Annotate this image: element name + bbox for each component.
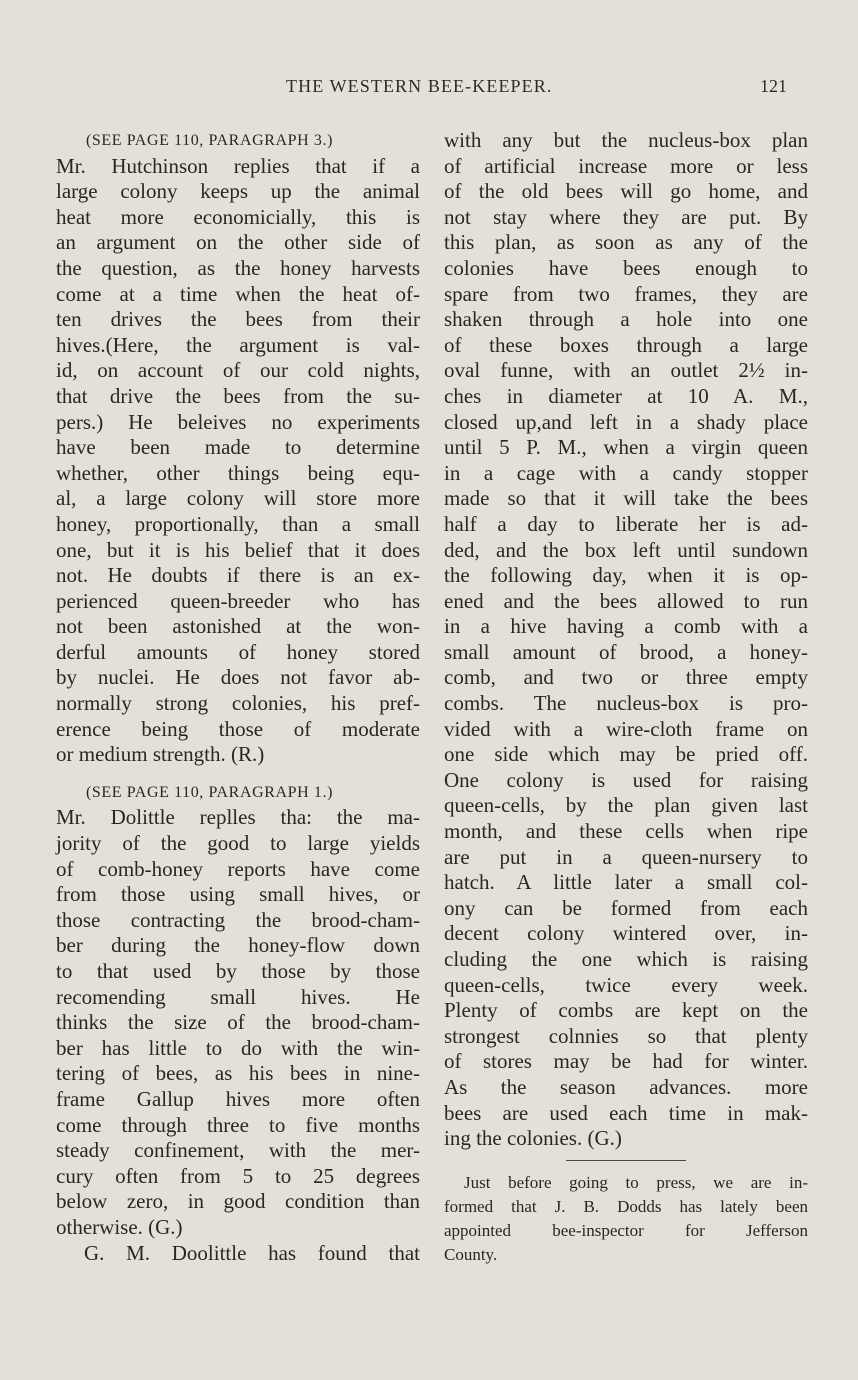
page-number: 121: [760, 76, 787, 96]
text-line: made so that it will take the bees: [444, 486, 808, 511]
text-line: in a cage with a candy stopper: [444, 460, 808, 485]
text-line: large colony keeps up the animal: [56, 179, 420, 204]
note-line: Just before going to press, we are in-: [464, 1172, 808, 1192]
left-column: [56, 128, 420, 1266]
text-line: heat more economicially, this is: [56, 204, 420, 229]
text-line: queen-cells, by the plan given last: [444, 793, 808, 818]
text-line: have been made to determine: [56, 435, 420, 460]
text-line: As the season advances. more: [444, 1074, 808, 1099]
text-line: ing the colonies. (G.): [444, 1126, 622, 1151]
text-line: ded, and the box left until sundown: [444, 537, 808, 562]
section-heading: (SEE PAGE 110, PARAGRAPH 1.): [86, 783, 334, 801]
paragraph-nucleus-box: [444, 128, 808, 1152]
text-line: by nuclei. He does not favor ab-: [56, 665, 420, 690]
text-line: oval funne, with an outlet 2½ in-: [444, 358, 808, 383]
text-line: the question, as the honey harvests: [56, 255, 420, 280]
text-line: or medium strength. (R.): [56, 742, 265, 767]
text-line: pers.) He beleives no experiments: [56, 409, 420, 434]
right-column: [444, 128, 808, 1267]
text-line: of artificial increase more or less: [444, 153, 808, 178]
note-line: formed that J. B. Dodds has lately been: [444, 1196, 808, 1216]
text-line: combs. The nucleus-box is pro-: [444, 691, 808, 716]
text-line: comb, and two or three empty: [444, 665, 808, 690]
text-line: of the old bees will go home, and: [444, 179, 808, 204]
text-line: frame Gallup hives more often: [56, 1086, 420, 1111]
text-line: cury often from 5 to 25 degrees: [56, 1163, 420, 1188]
text-line: not. He doubts if there is an ex-: [56, 563, 420, 588]
text-line: ony can be formed from each: [444, 895, 808, 920]
text-line: tering of bees, as his bees in nine-: [56, 1061, 420, 1086]
paragraph-hutchinson: [56, 128, 420, 768]
text-line: hives.(Here, the argument is val-: [56, 332, 420, 357]
running-title: THE WESTERN BEE-KEEPER.: [286, 76, 553, 96]
text-line: strongest colnnies so that plenty: [444, 1023, 808, 1048]
press-note: [444, 1171, 808, 1267]
text-line: closed up,and left in a shady place: [444, 409, 808, 434]
text-line: until 5 P. M., when a virgin queen: [444, 435, 808, 460]
text-line: not been astonished at the won-: [56, 614, 420, 639]
text-line: of comb-honey reports have come: [56, 856, 420, 881]
text-line: One colony is used for raising: [444, 767, 808, 792]
text-line: honey, proportionally, than a small: [56, 511, 420, 536]
text-line: one side which may be pried off.: [444, 742, 808, 767]
text-line: spare from two frames, they are: [444, 281, 808, 306]
text-line: bees are used each time in mak-: [444, 1100, 808, 1125]
text-line: queen-cells, twice every week.: [444, 972, 808, 997]
text-line: half a day to liberate her is ad-: [444, 511, 808, 536]
text-line: come through three to five months: [56, 1112, 420, 1137]
text-line: month, and these cells when ripe: [444, 819, 808, 844]
text-line: Plenty of combs are kept on the: [444, 998, 808, 1023]
text-line: thinks the size of the brood-cham-: [56, 1010, 420, 1035]
text-line: Mr. Hutchinson replies that if a: [56, 153, 420, 178]
text-line: below zero, in good condition than: [56, 1189, 420, 1214]
text-line: shaken through a hole into one: [444, 307, 808, 332]
text-line: al, a large colony will store more: [56, 486, 420, 511]
text-line: ber has little to do with the win-: [56, 1035, 420, 1060]
text-line: from those using small hives, or: [56, 882, 420, 907]
text-line: ten drives the bees from their: [56, 307, 420, 332]
text-line: Mr. Dolittle replles tha: the ma-: [56, 805, 420, 830]
text-line: this plan, as soon as any of the: [444, 230, 808, 255]
text-line: derful amounts of honey stored: [56, 639, 420, 664]
text-line: vided with a wire-cloth frame on: [444, 716, 808, 741]
text-line: ches in diameter at 10 A. M.,: [444, 383, 808, 408]
text-line: ber during the honey-flow down: [56, 933, 420, 958]
text-line: of these boxes through a large: [444, 332, 808, 357]
text-line: otherwise. (G.): [56, 1214, 183, 1239]
note-line: appointed bee-inspector for Jefferson: [444, 1220, 808, 1240]
text-line: id, on account of our cold nights,: [56, 358, 420, 383]
text-line: ened and the bees allowed to run: [444, 588, 808, 613]
text-line: jority of the good to large yields: [56, 831, 420, 856]
text-line: recomending small hives. He: [56, 984, 420, 1009]
section-heading: (SEE PAGE 110, PARAGRAPH 3.): [86, 132, 334, 149]
text-line: perienced queen-breeder who has: [56, 588, 420, 613]
text-line: hatch. A little later a small col-: [444, 870, 808, 895]
text-line: one, but it is his belief that it does: [56, 537, 420, 562]
text-line: whether, other things being equ-: [56, 460, 420, 485]
text-line: G. M. Doolittle has found that: [84, 1240, 420, 1265]
paragraph-dolittle: [56, 780, 420, 1266]
text-line: the following day, when it is op-: [444, 563, 808, 588]
text-line: cluding the one which is raising: [444, 947, 808, 971]
text-line: erence being those of moderate: [56, 716, 420, 741]
text-line: decent colony wintered over, in-: [444, 921, 808, 946]
page-header: [0, 76, 858, 100]
text-line: an argument on the other side of: [56, 230, 420, 255]
text-line: of stores may be had for winter.: [444, 1049, 808, 1074]
note-line: County.: [444, 1244, 498, 1264]
text-line: in a hive having a comb with a: [444, 614, 808, 639]
text-line: to that used by those by those: [56, 959, 420, 983]
text-line: not stay where they are put. By: [444, 204, 808, 229]
text-line: come at a time when the heat of-: [56, 281, 420, 306]
text-line: colonies have bees enough to: [444, 255, 808, 280]
text-line: normally strong colonies, his pref-: [56, 691, 420, 716]
text-line: steady confinement, with the mer-: [56, 1138, 420, 1163]
section-divider: [566, 1160, 686, 1161]
text-line: with any but the nucleus-box plan: [444, 128, 808, 152]
text-line: are put in a queen-nursery to: [444, 844, 808, 869]
text-line: small amount of brood, a honey-: [444, 639, 808, 664]
text-line: that drive the bees from the su-: [56, 383, 420, 408]
text-line: those contracting the brood-cham-: [56, 907, 420, 932]
